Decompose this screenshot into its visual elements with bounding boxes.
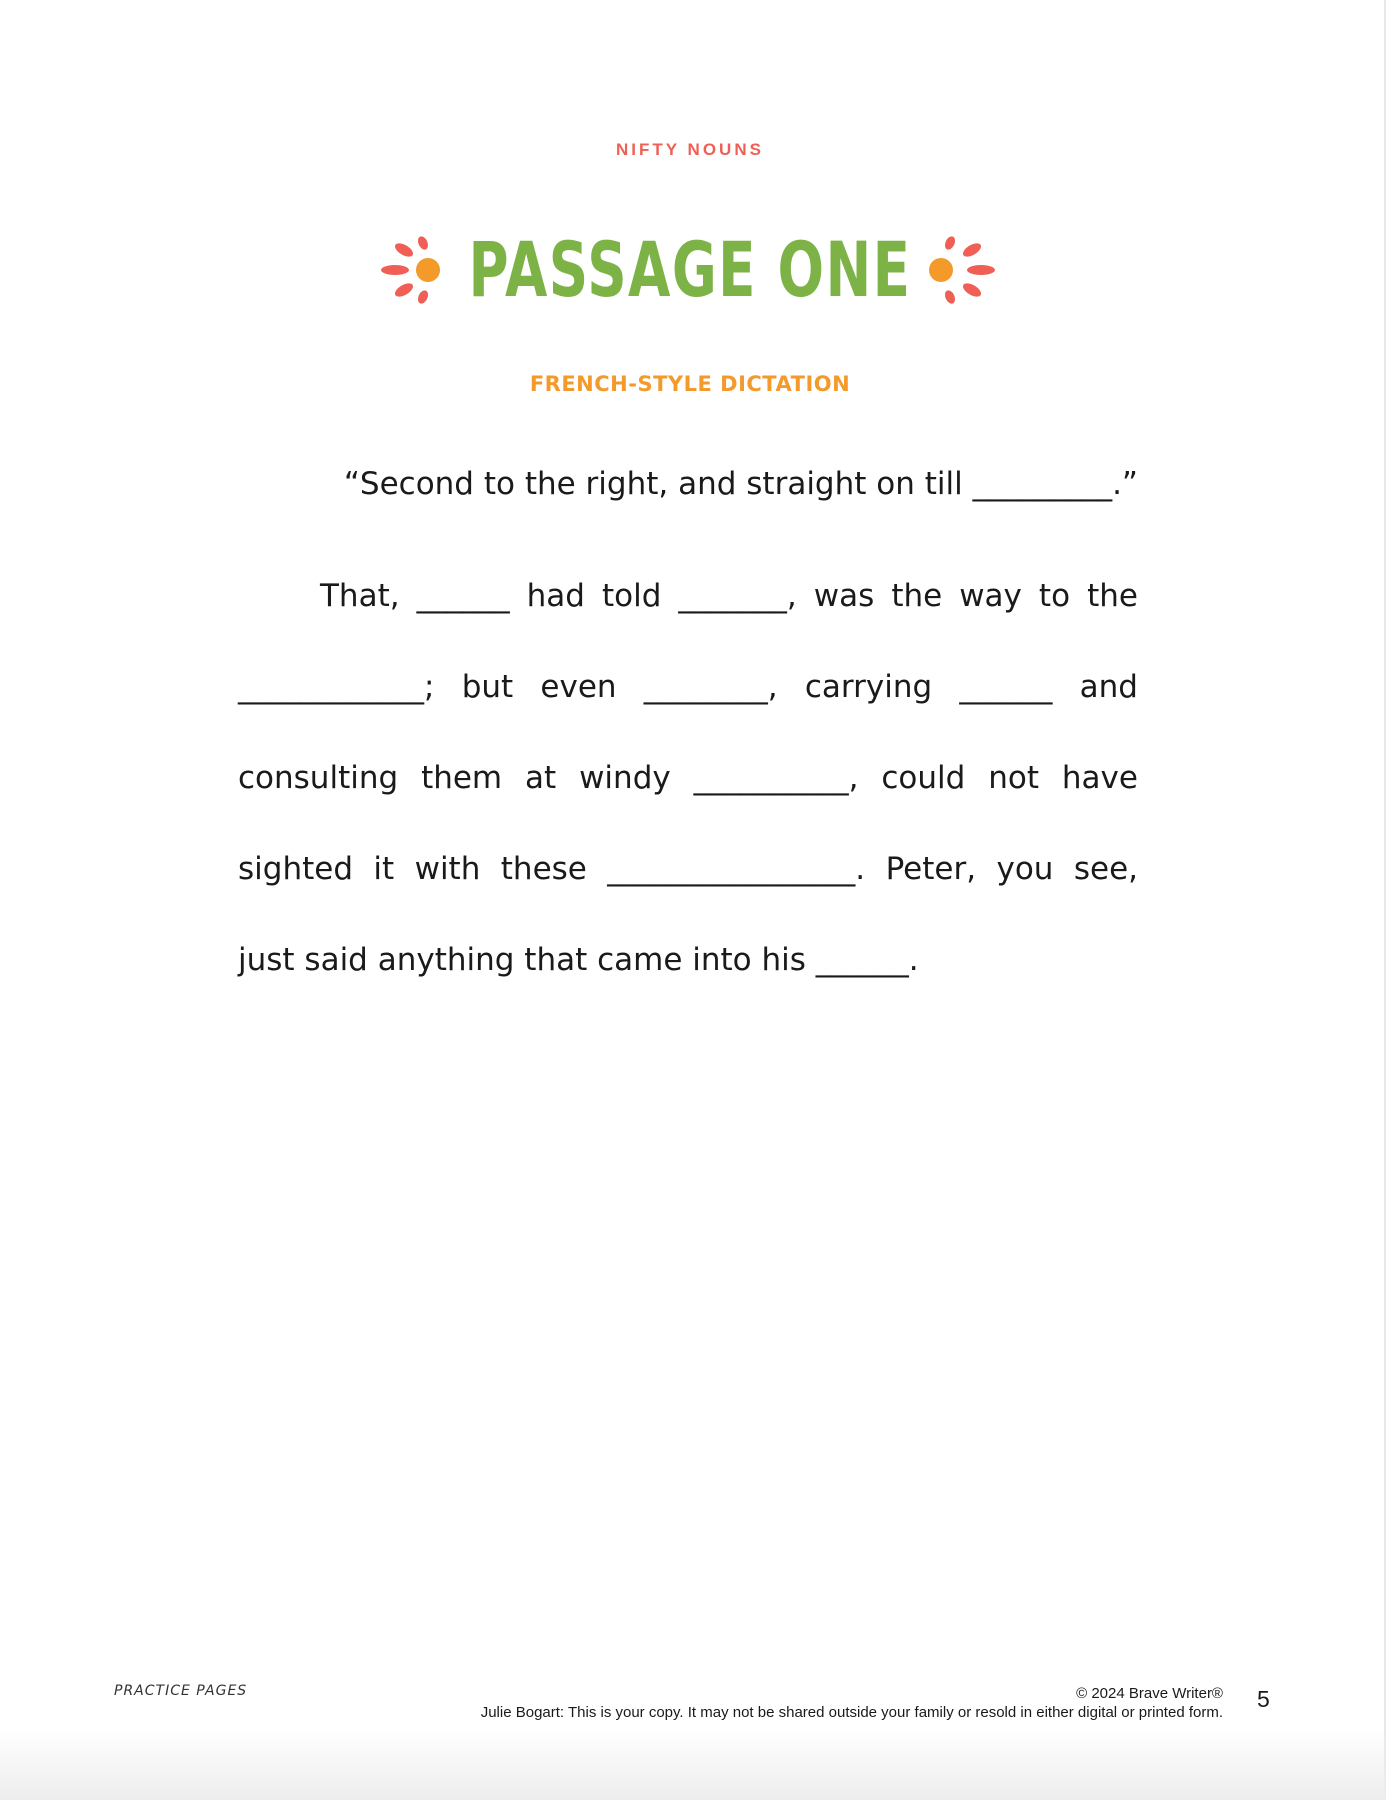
passage-word: consulting <box>238 760 399 796</box>
passage-word: with <box>414 851 481 887</box>
passage-word: have <box>1061 760 1138 796</box>
sunburst-icon <box>923 230 1003 310</box>
answer-blank: ________, <box>643 669 778 705</box>
passage-word: it <box>373 851 395 887</box>
passage-word: but <box>461 669 514 705</box>
answer-blank: ____________; <box>238 669 435 705</box>
passage-word: even <box>540 669 617 705</box>
passage-word: you <box>996 851 1054 887</box>
passage-word: to <box>1038 578 1071 614</box>
passage-word: and <box>1079 669 1138 705</box>
answer-blank: ______ <box>416 578 510 614</box>
passage-word: them <box>421 760 503 796</box>
passage-word: windy <box>579 760 671 796</box>
footer-copyright-block <box>481 1684 1223 1722</box>
page-number: 5 <box>1257 1686 1270 1712</box>
passage-line: just said anything that came into his ______. <box>238 942 919 978</box>
answer-blank: __________, <box>693 760 859 796</box>
answer-blank: ________________. <box>607 851 866 887</box>
passage-word: the <box>1087 578 1138 614</box>
footer-section-label: PRACTICE PAGES <box>114 1683 248 1699</box>
passage-word: Peter, <box>885 851 977 887</box>
passage-word: see, <box>1073 851 1138 887</box>
section-label: NIFTY NOUNS <box>616 140 764 159</box>
passage-word: That, <box>320 578 400 614</box>
passage-word: carrying <box>804 669 933 705</box>
copyright-text: © 2024 Brave Writer® <box>1076 1685 1223 1702</box>
passage-word: at <box>525 760 557 796</box>
license-notice: Julie Bogart: This is your copy. It may not be shared outside your family or resold in either digital or printed form. <box>480 1704 1223 1721</box>
passage-word: not <box>988 760 1039 796</box>
answer-blank: _______, <box>678 578 797 614</box>
passage-word: the <box>891 578 943 614</box>
passage-word: way <box>959 578 1022 614</box>
title-row <box>0 215 1380 325</box>
passage-word: these <box>500 851 587 887</box>
passage-word: could <box>881 760 966 796</box>
passage-line: “Second to the right, and straight on till _________.” <box>343 466 1138 502</box>
passage-word: was <box>813 578 875 614</box>
viewer-bottom-shadow <box>0 1730 1386 1800</box>
passage-line <box>238 669 1138 713</box>
answer-blank: ______ <box>959 669 1053 705</box>
passage-line <box>238 851 1138 895</box>
passage-word: told <box>601 578 662 614</box>
passage-word: sighted <box>238 851 353 887</box>
subtitle: FRENCH-STYLE DICTATION <box>529 372 851 396</box>
passage-line <box>238 760 1138 804</box>
page-title: PASSAGE ONE <box>468 225 912 314</box>
passage-word: had <box>526 578 585 614</box>
passage-line <box>320 578 1138 622</box>
